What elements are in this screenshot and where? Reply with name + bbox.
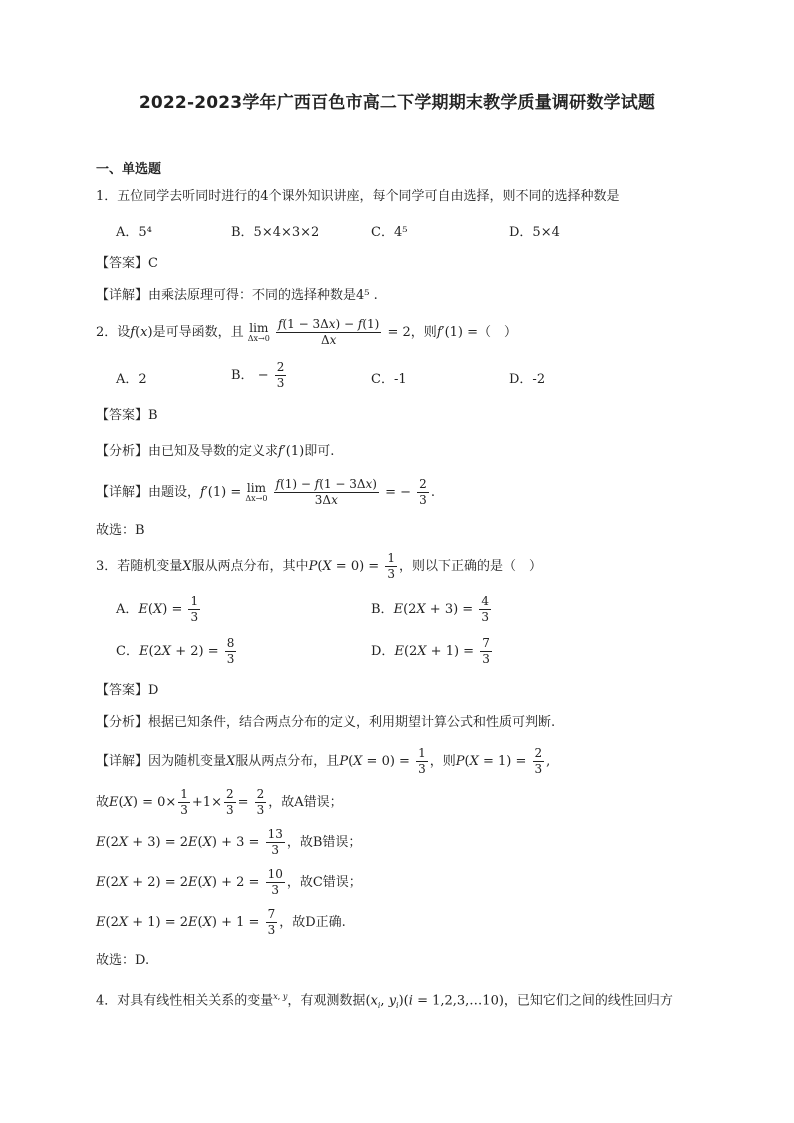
fraction-2-3: $\frac{2}{3}$ [256, 787, 265, 817]
question-1-stem: 1．五位同学去听同时进行的4个课外知识讲座，每个同学可自由选择，则不同的选择种数是 [96, 189, 620, 204]
q3-line-c: E(2X + 2) = 2E(X) + 2 = $\frac{10}{3}$ ，故C错误； [96, 867, 362, 897]
difference-quotient: $\frac{f(1 - 3\Delta x) - f(1)}{\Delta x}$ [277, 317, 380, 347]
stem-prefix: 3．若随机变量 [96, 559, 183, 574]
option-label: B． [231, 368, 254, 383]
q2-option-a: A．2 [116, 372, 147, 387]
q3-option-b: B．E(2X + 3) = $\frac{4}{3}$ [371, 594, 489, 624]
fraction-1-3: $\frac{1}{3}$ [387, 551, 395, 581]
option-label: A． [116, 602, 139, 617]
line-a-text: ，故A错误； [268, 795, 343, 810]
fraction-7-3: $\frac{7}{3}$ [482, 636, 490, 666]
q3-line-a: 故E(X) = 0× $\frac{1}{3}$ +1× $\frac{2}{3}$ = $\frac{2}{3}$ ，故A错误； [96, 787, 343, 817]
detail-label: 【详解】 [96, 485, 149, 500]
fraction-10-3: $\frac{10}{3}$ [267, 867, 283, 897]
stem-suffix: ，则以下正确的是（ ） [398, 559, 542, 574]
math-fx: f [130, 325, 136, 340]
page-title: 2022-2023学年广西百色市高二下学期期末教学质量调研数学试题 [138, 93, 656, 113]
option-label: C． [116, 644, 139, 659]
answer-label: 【答案】 [96, 408, 149, 423]
q3-detail: 【详解】因为随机变量X服从两点分布，且P(X = 0) = $\frac{1}{3}$ ，则P(X = 1) = $\frac{2}{3}$ , [96, 746, 551, 776]
detail-label: 【详解】 [96, 288, 149, 303]
stem-suffix: ，则 [410, 325, 437, 340]
q1-answer [96, 254, 158, 274]
stem-mid: 服从两点分布，其中 [191, 559, 309, 574]
fraction-2-3: $\frac{2}{3}$ [419, 477, 427, 507]
fraction-1-3: $\frac{1}{3}$ [190, 594, 199, 624]
q2-detail: 【详解】由题设，f′(1) = lim Δx→0 $\frac{f(1) - f(1 - 3\Delta x)}{3\Delta x}$ = − $\frac{2}{3}$ . [96, 477, 435, 507]
detail-mid: 服从两点分布，且 [235, 754, 340, 769]
analysis-text: 根据已知条件，结合两点分布的定义，利用期望计算公式和性质可判断. [148, 715, 556, 730]
section-heading: 一、单选题 [96, 162, 162, 177]
option-label: D． [371, 644, 395, 659]
stem-prefix: 4．对具有线性相关关系的变量 [96, 993, 274, 1009]
fraction-7-3: $\frac{7}{3}$ [267, 907, 276, 937]
fraction-1-3: $\frac{1}{3}$ [180, 787, 188, 817]
q2-analysis: 【分析】由已知及导数的定义求f′(1)即可. [96, 444, 335, 459]
detail-text: 由题设， [148, 485, 201, 500]
answer-label: 【答案】 [96, 256, 149, 271]
detail-label: 【详解】 [96, 754, 149, 769]
fraction-13-3: $\frac{13}{3}$ [267, 827, 283, 857]
q3-option-c: C．E(2X + 2) = $\frac{8}{3}$ [116, 636, 235, 666]
analysis-end: 即可. [304, 444, 335, 459]
q1-option-c: C．4⁵ [371, 225, 408, 240]
q1-option-b: B．5×4×3×2 [231, 225, 320, 240]
analysis-text: 由已知及导数的定义求 [148, 444, 279, 459]
fraction-2-3: $\frac{2}{3}$ [225, 787, 234, 817]
line-b-text: ，故B错误； [286, 835, 362, 850]
stem-suffix: ，已知它们之间的线性回归方 [503, 993, 673, 1009]
q2-option-b: B． − $\frac{2}{3}$ [231, 360, 285, 390]
answer-value: D [148, 683, 159, 698]
answer-value: B [148, 408, 158, 423]
q3-analysis [96, 713, 555, 733]
q2-option-d: D．-2 [509, 372, 546, 387]
answer-label: 【答案】 [96, 683, 149, 698]
q3-answer [96, 681, 158, 701]
limit-expression: lim Δx→0 [247, 321, 270, 343]
answer-value: C [148, 256, 158, 271]
limit-expression: lim Δx→0 [245, 481, 268, 503]
difference-quotient: $\frac{f(1) - f(1 - 3\Delta x)}{3\Delta x}$ [275, 477, 377, 507]
q3-option-a: A．E(X) = $\frac{1}{3}$ [116, 594, 199, 624]
detail-text: 因为随机变量 [148, 754, 227, 769]
q3-line-b: E(2X + 3) = 2E(X) + 3 = $\frac{13}{3}$ ，故B错误； [96, 827, 362, 857]
question-3-stem: 3．若随机变量X服从两点分布，其中P(X = 0) = $\frac{1}{3}$ ，则以下正确的是（ ） [96, 551, 542, 581]
fraction-8-3: $\frac{8}{3}$ [226, 636, 235, 666]
option-label: B． [371, 602, 394, 617]
detail-mid2: ，则 [429, 754, 456, 769]
q2-option-c: C．-1 [371, 372, 407, 387]
question-4-stem: 4．对具有线性相关关系的变量$^{x, y}$，有观测数据($x_i$, $y_i)(i$ = 1,2,3,…10)，已知它们之间的线性回归方 [96, 992, 673, 1010]
fraction-2-3: $\frac{2}{3}$ [534, 746, 543, 776]
stem-mid: 是可导函数，且 [152, 325, 244, 340]
stem-mid: ，有观测数据 [287, 993, 366, 1009]
q1-option-a: A．5⁴ [116, 225, 152, 240]
detail-text: 由乘法原理可得：不同的选择种数是4⁵ . [148, 288, 378, 303]
q2-answer [96, 406, 158, 426]
line-c-text: ，故C错误； [286, 875, 362, 890]
q1-option-d: D．5×4 [509, 225, 560, 240]
analysis-label: 【分析】 [96, 444, 149, 459]
line-d-text: ，故D正确. [279, 915, 346, 930]
q2-conclusion: 故选：B [96, 523, 145, 538]
fraction-2-3: $\frac{2}{3}$ [276, 360, 285, 390]
stem-end: （ ） [478, 325, 518, 340]
question-2-stem: 2．设f(x)是可导函数，且 lim Δx→0 $\frac{f(1 - 3\Delta x) - f(1)}{\Delta x}$ = 2，则f′(1) =（ ） [96, 317, 518, 347]
stem-prefix: 2．设 [96, 325, 131, 340]
analysis-label: 【分析】 [96, 715, 149, 730]
fraction-1-3: $\frac{1}{3}$ [418, 746, 426, 776]
fraction-4-3: $\frac{4}{3}$ [481, 594, 489, 624]
q3-conclusion: 故选：D. [96, 953, 150, 968]
math-x: x [140, 325, 148, 340]
q3-option-d: D．E(2X + 1) = $\frac{7}{3}$ [371, 636, 490, 666]
q1-detail [96, 286, 378, 306]
q3-line-d: E(2X + 1) = 2E(X) + 1 = $\frac{7}{3}$ ，故D正确. [96, 907, 346, 937]
